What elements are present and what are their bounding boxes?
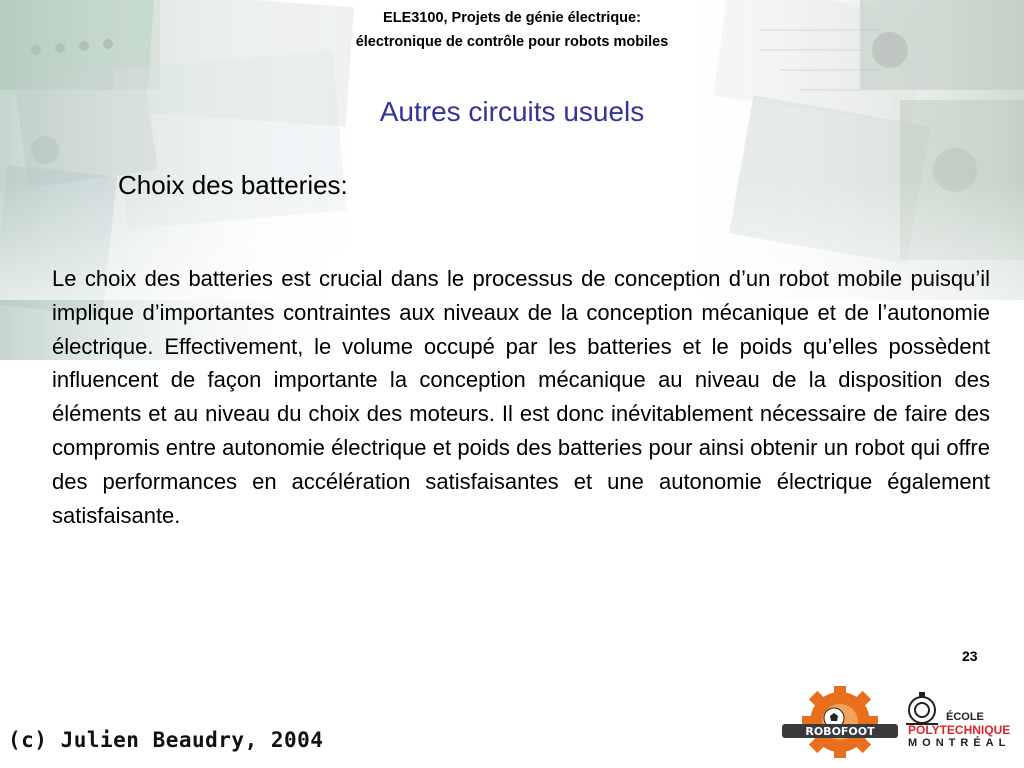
section-heading: Choix des batteries: (118, 170, 348, 200)
page-number: 23 (962, 648, 978, 664)
course-subtitle: électronique de contrôle pour robots mobiles (355, 34, 669, 50)
poly-logo-line3: MONTRÉAL (908, 737, 1011, 749)
slide-title: Autres circuits usuels (379, 96, 645, 127)
poly-logo-line1: ÉCOLE (946, 711, 984, 723)
course-title: ELE3100, Projets de génie électrique: (383, 10, 641, 26)
course-header (0, 6, 1024, 54)
poly-logo-line2: POLYTECHNIQUE (908, 723, 1011, 737)
robofoot-logo-text: ROBOFOOT (805, 725, 875, 738)
body-paragraph: Le choix des batteries est crucial dans le processus de conception d’un robot mobile puisqu’il implique d’importantes contraintes aux niveaux de la conception mécanique et de l’autonomie électrique. Effectivement, le volume occupé par les batteries et le poids qu’elles possèdent influencent de façon importante la conception mécanique au niveau de la disposition des éléments et au niveau du choix des moteurs. Il est donc inévitablement nécessaire de faire des compromis entre autonomie électrique et poids des batteries pour ainsi obtenir un robot qui offre des performances en accélération satisfaisantes et une autonomie électrique également satisfaisante. (52, 266, 990, 528)
copyright-text: (c) Julien Beaudry, 2004 (8, 728, 324, 752)
robofoot-logo (780, 686, 900, 758)
